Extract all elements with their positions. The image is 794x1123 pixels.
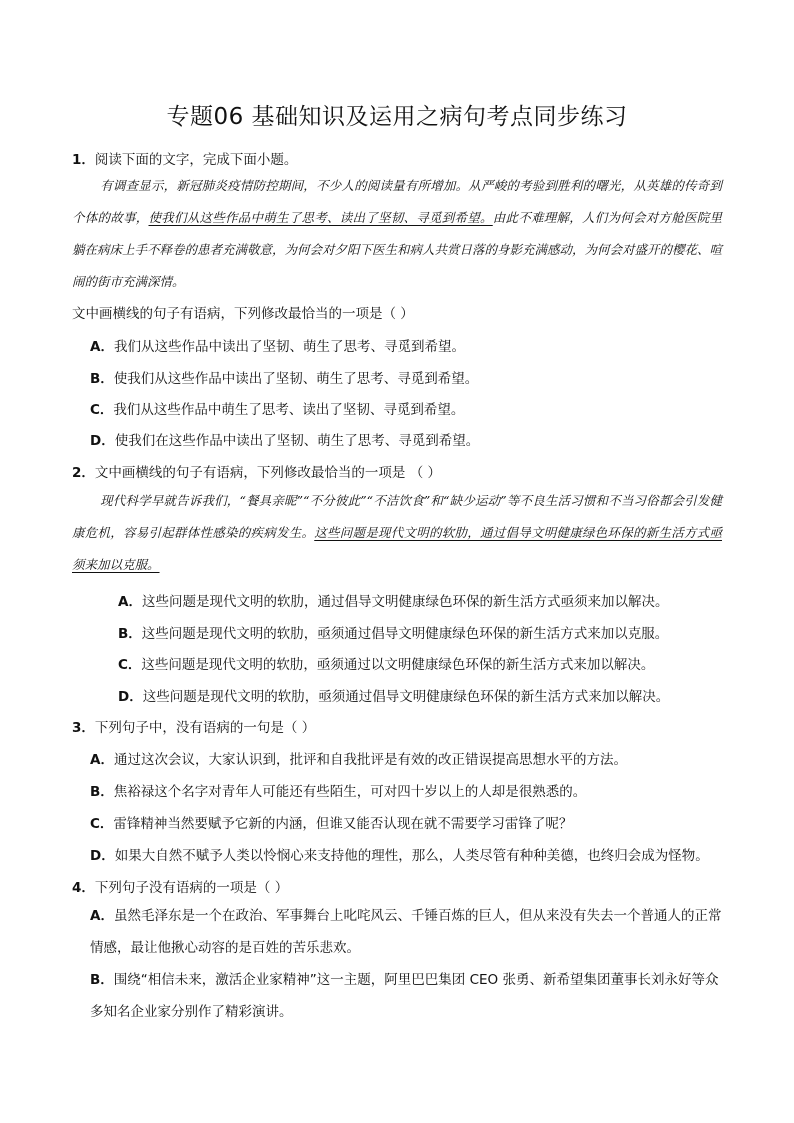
passage-1-text-post: 由此不难理解，人们为何会对方舱医院里躺在病床上手不释卷的患者充满敬意，为何会对夕阳下医生和病人共赏日落的身影充满感动，为何会对盛开的樱花、喧闹的街市充满深情。	[72, 210, 723, 289]
passage-1-underlined-sentence: 使我们从这些作品中萌生了思考、读出了坚韧、寻觅到希望。	[148, 210, 493, 225]
question-3-option-a[interactable]: A．通过这次会议，大家认识到，批评和自我批评是有效的改正错误提高思想水平的方法。	[90, 752, 627, 768]
question-2-number: 2．	[72, 465, 95, 481]
question-1-number: 1．	[72, 152, 95, 168]
question-2-option-c[interactable]: C．这些问题是现代文明的软肋，亟须通过以文明健康绿色环保的新生活方式来加以解决。	[118, 657, 655, 673]
question-3-stem-text: 下列句子中，没有语病的一句是（ ）	[94, 720, 316, 736]
page-title: 专题06 基础知识及运用之病句考点同步练习	[166, 104, 628, 130]
question-3-option-c[interactable]: C．雷锋精神当然要赋予它新的内涵，但谁又能否认现在就不需要学习雷锋了呢？	[90, 816, 573, 832]
question-3-option-b[interactable]: B．焦裕禄这个名字对青年人可能还有些陌生，可对四十岁以上的人却是很熟悉的。	[90, 784, 587, 800]
question-1-option-a[interactable]: A．我们从这些作品中读出了坚韧、萌生了思考、寻觅到希望。	[90, 339, 465, 355]
question-3-stem	[72, 716, 315, 736]
passage-1-text-pre: 有调查显示，新冠肺炎疫情防控期间，不少人的阅读量有所增加。从严峻的考验到胜利的曙光，从英雄的传奇到个体的故事，	[72, 178, 722, 225]
question-4-number: 4．	[72, 880, 95, 896]
question-4-option-a[interactable]: A．虽然毛泽东是一个在政治、军事舞台上叱咤风云、千锤百炼的巨人，但从来没有失去一个普通人的正常情感，最让他揪心动容的是百姓的苦乐悲欢。	[90, 908, 722, 956]
passage-2-text-pre: 现代科学早就告诉我们，“餐具亲昵”“不分彼此”“不洁饮食”和“缺少运动”等不良生活习惯和不当习俗都会引发健康危机，容易引起群体性感染的疾病发生。	[72, 493, 722, 540]
question-1-option-c[interactable]: C．我们从这些作品中萌生了思考、读出了坚韧、寻觅到希望。	[90, 402, 465, 418]
question-2-stem	[72, 461, 441, 481]
question-2-option-b[interactable]: B．这些问题是现代文明的软肋，亟须通过倡导文明健康绿色环保的新生活方式来加以克服。	[118, 626, 669, 642]
question-1-stem-text: 阅读下面的文字，完成下面小题。	[94, 152, 298, 168]
question-4-option-b[interactable]: B．围绕“相信未来，激活企业家精神”这一主题，阿里巴巴集团 CEO 张勇、新希望集团董事长刘永好等众多知名企业家分别作了精彩演讲。	[90, 972, 719, 1020]
question-2-stem-text: 文中画横线的句子有语病，下列修改最恰当的一项是 （ ）	[94, 465, 441, 481]
question-2-option-a[interactable]: A．这些问题是现代文明的软肋，通过倡导文明健康绿色环保的新生活方式亟须来加以解决。	[118, 594, 669, 610]
question-1-stem	[72, 148, 297, 168]
passage-2-underlined-sentence: 这些问题是现代文明的软肋，通过倡导文明健康绿色环保的新生活方式亟须来加以克服。	[72, 525, 722, 572]
question-2-passage	[72, 485, 722, 581]
question-1-passage	[72, 170, 722, 298]
question-4-stem	[72, 876, 288, 896]
question-2-option-d[interactable]: D．这些问题是现代文明的软肋，亟须通过倡导文明健康绿色环保的新生活方式来加以解决。	[118, 689, 670, 705]
question-4-stem-text: 下列句子没有语病的一项是（ ）	[94, 880, 289, 896]
question-3-option-d[interactable]: D．如果大自然不赋予人类以怜悯心来支持他的理性，那么，人类尽管有种种美德，也终归会成为怪物。	[90, 848, 709, 864]
question-1-option-b[interactable]: B．使我们从这些作品中读出了坚韧、萌生了思考、寻觅到希望。	[90, 371, 479, 387]
question-1-option-d[interactable]: D．使我们在这些作品中读出了坚韧、萌生了思考、寻觅到希望。	[90, 433, 480, 449]
question-3-number: 3．	[72, 720, 95, 736]
question-1-prompt: 文中画横线的句子有语病，下列修改最恰当的一项是（ ）	[72, 306, 414, 322]
